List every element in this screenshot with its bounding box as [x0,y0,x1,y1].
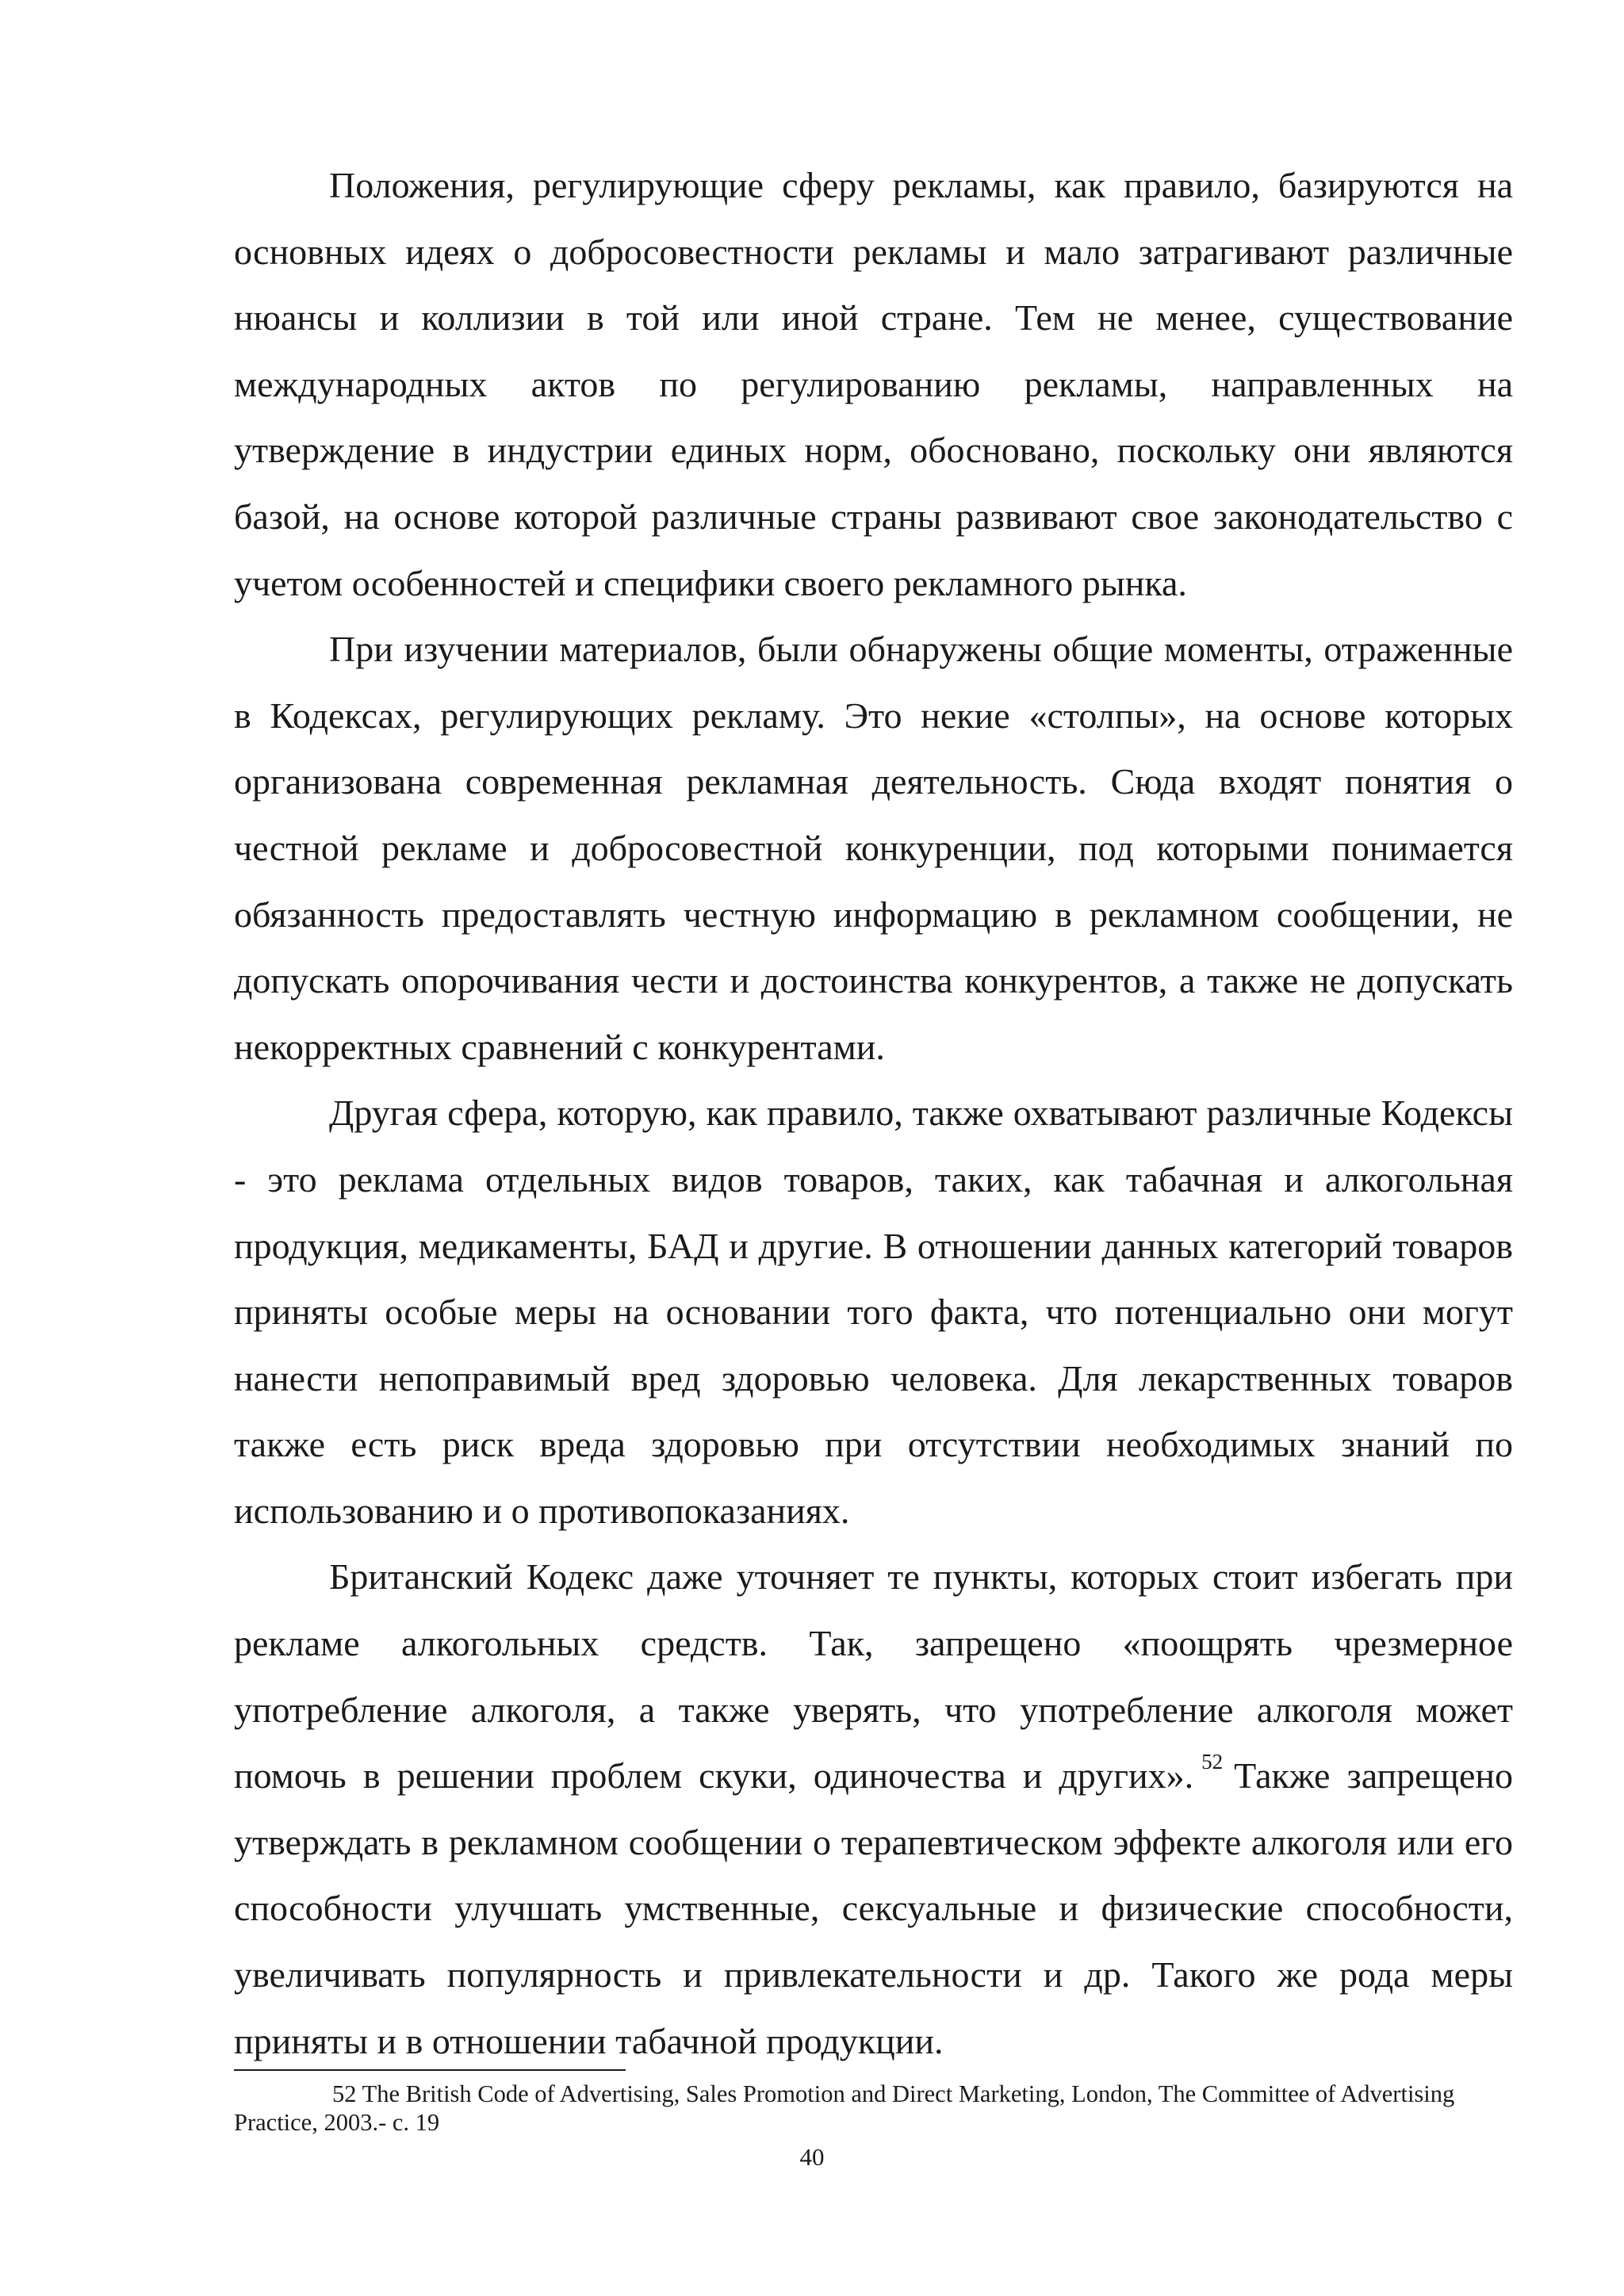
paragraph-4-text-before-ref: Британский Кодекс даже уточняет те пункты, которых стоит избегать при рекламе алкогольных средств. Так, запрещено «поощрять чрезмерное употребление алкоголя, а также уверять, что употребление алкоголя может помочь в решении проблем скуки, одиночества и других». [234,1556,1513,1797]
footnote-separator [234,2069,626,2071]
paragraph-2: При изучении материалов, были обнаружены общие моменты, отраженные в Кодексах, регулирующих рекламу. Это некие «столпы», на основе которых организована современная рекламная деятельность. Сюда входят понятия о честной рекламе и добросовестной конкуренции, под которыми понимается обязанность предоставлять честную информацию в рекламном сообщении, не допускать опорочивания чести и достоинства конкурентов, а также не допускать некорректных сравнений с конкурентами. [234,629,1513,1067]
footnote-reference[interactable]: 52 [1201,1750,1224,1774]
main-text [234,152,1513,2074]
paragraph-4-text-after-ref: Также запрещено утверждать в рекламном сообщении о терапевтическом эффекте алкоголя или его способности улучшать умственные, сексуальные и физические способности, увеличивать популярность и привлекательности и др. Такого же рода меры приняты и в отношении табачной продукции. [234,1755,1513,2061]
paragraph-3: Другая сфера, которую, как правило, также охватывают различные Кодексы - это реклама отдельных видов товаров, таких, как табачная и алкогольная продукция, медикаменты, БАД и другие. В отношении данных категорий товаров приняты особые меры на основании того факта, что потенциально они могут нанести непоправимый вред здоровью человека. Для лекарственных товаров также есть риск вреда здоровью при отсутствии необходимых знаний по использованию и о противопоказаниях. [234,1093,1513,1531]
paragraph-1: Положения, регулирующие сферу рекламы, как правило, базируются на основных идеях о добросовестности рекламы и мало затрагивают различные нюансы и коллизии в той или иной стране. Тем не менее, существование международных актов по регулированию рекламы, направленных на утверждение в индустрии единых норм, обосновано, поскольку они являются базой, на основе которой различные страны развивают свое законодательство с учетом особенностей и специфики своего рекламного рынка. [234,165,1513,603]
footnote-52: 52 The British Code of Advertising, Sales Promotion and Direct Marketing, London, The Committee of Advertising Practice, 2003.- с. 19 [234,2080,1455,2136]
paragraph-4 [234,1544,1513,2074]
page-number: 40 [799,2143,825,2171]
